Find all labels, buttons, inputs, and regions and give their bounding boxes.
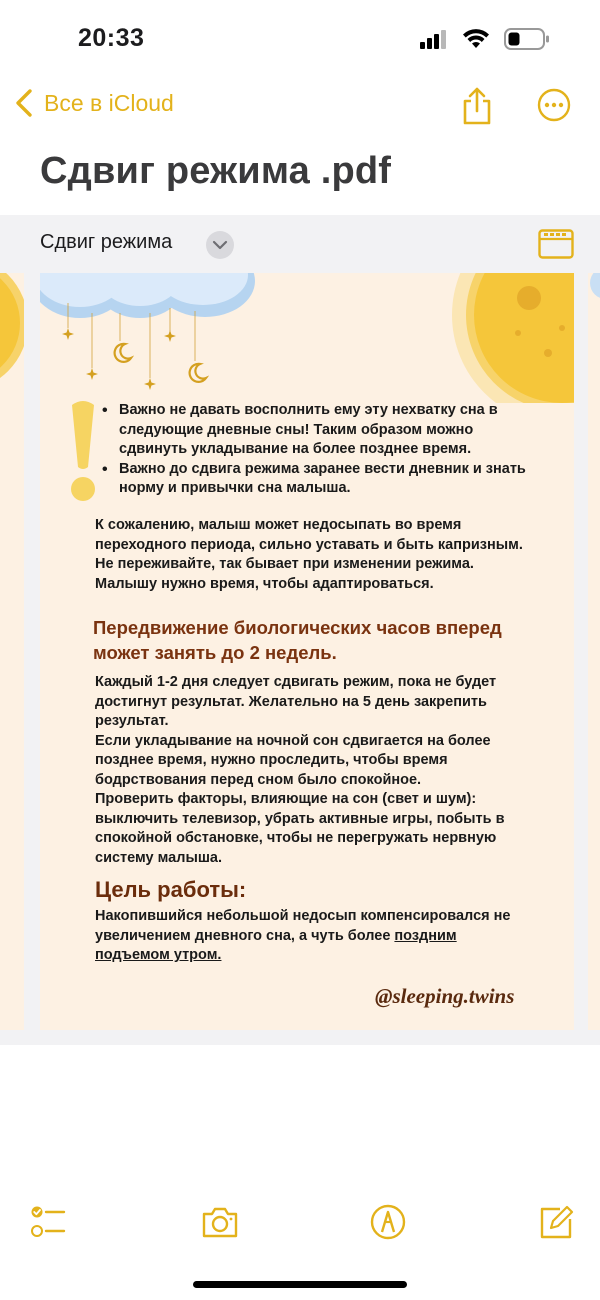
battery-icon — [504, 28, 550, 50]
section-heading: Передвижение биологических часов вперед может занять до 2 недель. — [93, 617, 502, 663]
cellular-signal-icon — [420, 29, 448, 49]
chevron-down-icon — [212, 240, 228, 250]
attachment-title: Сдвиг режима — [40, 231, 173, 253]
next-page-preview[interactable] — [588, 273, 600, 1030]
share-icon — [460, 86, 494, 126]
moon-illustration — [0, 273, 24, 403]
pdf-page — [40, 273, 574, 1030]
markup-button[interactable] — [368, 1202, 408, 1242]
share-button[interactable] — [460, 86, 494, 126]
paragraph: К сожалению, малыш может недосыпать во время переходного периода, сильно уставать и быть капризным. Не переживайте, так бывает при изменении режима. Малышу нужно время, чтобы адаптироваться. — [95, 517, 523, 592]
author-signature: @sleeping.twins — [375, 984, 515, 1008]
moon-illustration — [444, 273, 574, 403]
camera-button[interactable] — [200, 1202, 240, 1242]
more-icon — [537, 88, 571, 122]
paragraph — [95, 907, 535, 966]
back-button[interactable] — [14, 88, 174, 118]
star-icon — [144, 378, 156, 390]
attachment-viewer — [0, 215, 600, 1045]
paragraph — [95, 673, 535, 868]
paragraph-line: Каждый 1-2 дня следует сдвигать режим, пока не будет достигнут результат. Желательно на 5 день закрепить результат. — [95, 674, 497, 729]
status-bar — [0, 0, 600, 80]
crescent-moon-icon — [110, 341, 134, 365]
star-icon — [86, 368, 98, 380]
back-button-label: Все в iCloud — [44, 89, 174, 116]
cloud-illustration — [588, 273, 600, 313]
compose-icon — [536, 1202, 576, 1242]
status-time: 20:33 — [78, 24, 145, 52]
wifi-icon — [462, 29, 490, 49]
paragraph-line: Если укладывание на ночной сон сдвигается на более позднее время, нужно проследить, чтобы время бодрствования перед сном было спокойное. — [95, 732, 491, 788]
browse-pages-button[interactable] — [538, 229, 574, 259]
checklist-icon — [28, 1202, 68, 1242]
star-icon — [164, 330, 176, 342]
exclamation-mark-illustration — [68, 399, 98, 503]
previous-page-preview[interactable] — [0, 273, 24, 1030]
tips-list — [102, 401, 542, 499]
camera-icon — [200, 1202, 240, 1242]
checklist-button[interactable] — [28, 1202, 68, 1242]
underlined-text: поздним подъемом утром. — [95, 927, 457, 963]
star-icon — [62, 328, 74, 340]
attachment-menu-button[interactable] — [206, 231, 234, 259]
more-button[interactable] — [537, 88, 571, 122]
list-item: • Важно не давать восполнить ему эту нехватку сна в следующие дневные сны! Таким образом можно сдвинуть укладывание на более позднее время. — [102, 401, 542, 460]
status-icons — [420, 28, 550, 50]
paragraph-text: Накопившийся небольшой недосып компенсировался не увеличением дневного сна, а чуть более — [95, 908, 511, 944]
goal-heading: Цель работы: — [95, 877, 247, 902]
attachment-header — [0, 215, 600, 273]
crescent-moon-icon — [185, 361, 209, 385]
note-title: Сдвиг режима .pdf — [40, 150, 392, 192]
chevron-left-icon — [14, 88, 34, 118]
markup-icon — [368, 1202, 408, 1242]
home-indicator[interactable] — [193, 1281, 407, 1288]
paragraph-line: Проверить факторы, влияющие на сон (свет и шум): выключить телевизор, убрать активные игры, побыть в спокойной обстановке, чтобы не перегружать нервную систему малыша. — [95, 791, 505, 866]
browse-pages-icon — [538, 229, 574, 259]
compose-button[interactable] — [536, 1202, 576, 1242]
list-item: • Важно до сдвига режима заранее вести дневник и знать норму и привычки сна малыша. — [102, 460, 542, 499]
